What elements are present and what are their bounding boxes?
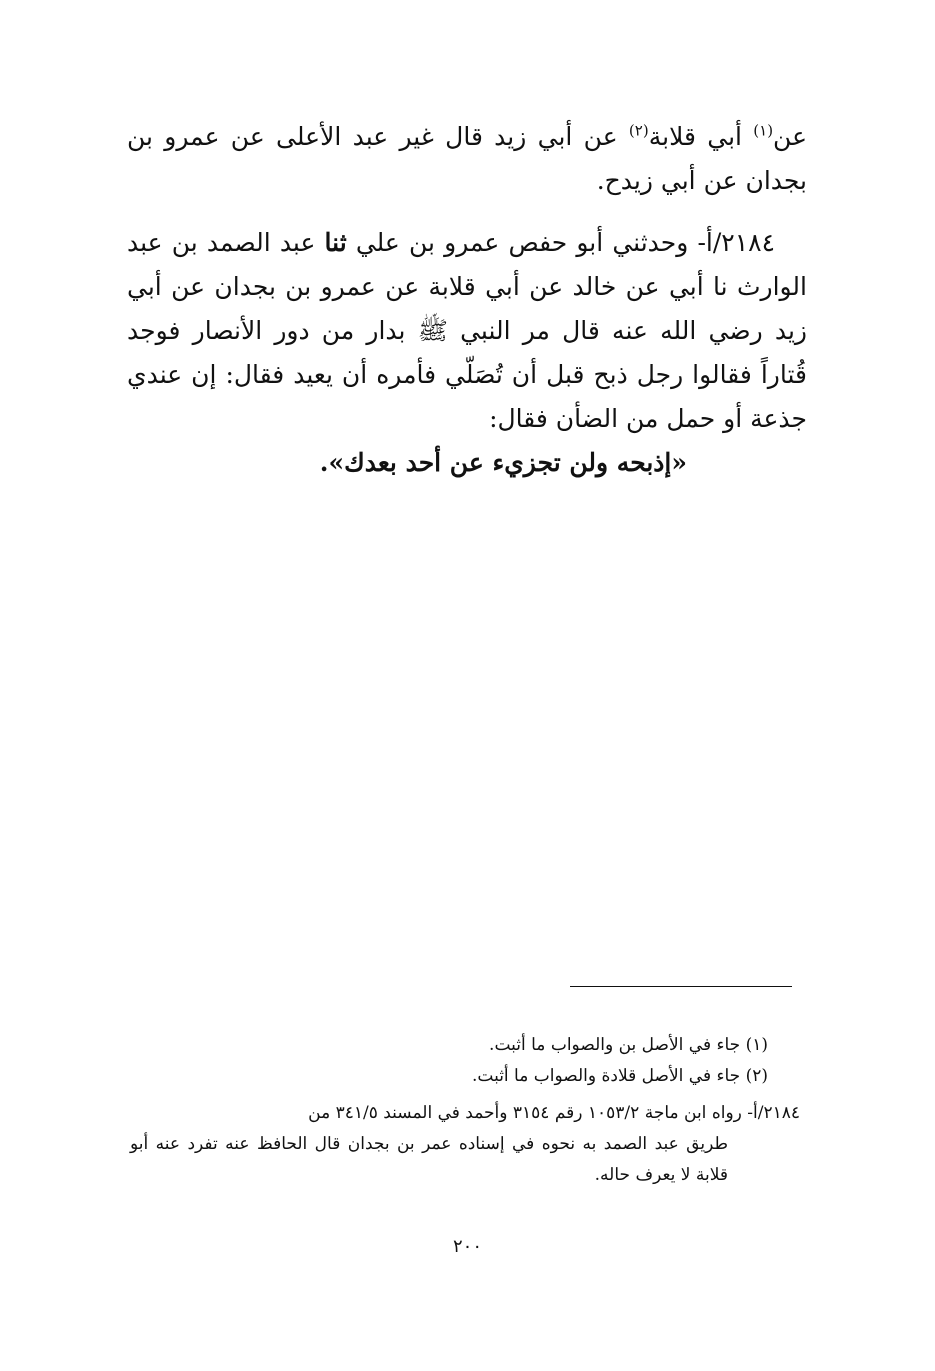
footnote-divider bbox=[570, 986, 792, 987]
footnote-3-rest: طريق عبد الصمد به نحوه في إسناده عمر بن بجدان قال الحافظ عنه تفرد عنه أبو قلابة لا يعرف حاله. bbox=[130, 1134, 728, 1185]
text-run: عبد الصمد بن عبد الوارث نا أبي عن خالد عن أبي قلابة عن عمرو بن بجدان عن أبي زيد رضي الله عنه قال مر النبي ﷺ بدار من دور الأنصار فوجد قُتاراً فقالوا رجل ذبح قبل أن تُصَلّي فأمره أن يعيد فقال: إن عندي جذعة أو حمل من الضأن فقال: bbox=[127, 228, 807, 433]
footnotes bbox=[130, 1030, 800, 1191]
page-number: ٢٠٠ bbox=[452, 1236, 482, 1257]
footnote-2: (٢) جاء في الأصل قلادة والصواب ما أثبت. bbox=[471, 1066, 768, 1086]
footnote-3-first-line: ٢١٨٤/أ- رواه ابن ماجة ١٠٥٣/٢ رقم ٣١٥٤ وأحمد في المسند ٣٤١/٥ من bbox=[308, 1103, 800, 1123]
footnote-ref-2: (٢) bbox=[628, 121, 649, 140]
text-run: ٢١٨٤/أ- وحدثني أبو حفص عمرو بن علي bbox=[346, 228, 775, 257]
text-run: أبي قلابة bbox=[648, 122, 754, 151]
footnote-3 bbox=[130, 1098, 800, 1191]
text-run: عن أبي زيد قال غير عبد الأعلى عن عمرو بن بجدان عن أبي زيدح. bbox=[127, 122, 807, 195]
hadith-paragraph bbox=[127, 221, 807, 441]
footnote-1: (١) جاء في الأصل بن والصواب ما أثبت. bbox=[489, 1035, 768, 1055]
footnote-ref-1: (١) bbox=[753, 121, 774, 140]
main-text bbox=[127, 115, 807, 485]
text-run: عن bbox=[773, 122, 807, 151]
paragraph-continuation bbox=[127, 115, 807, 203]
bold-term: ثنا bbox=[324, 228, 347, 257]
hadith-quote: «إذبحه ولن تجزيء عن أحد بعدك». bbox=[319, 448, 687, 477]
